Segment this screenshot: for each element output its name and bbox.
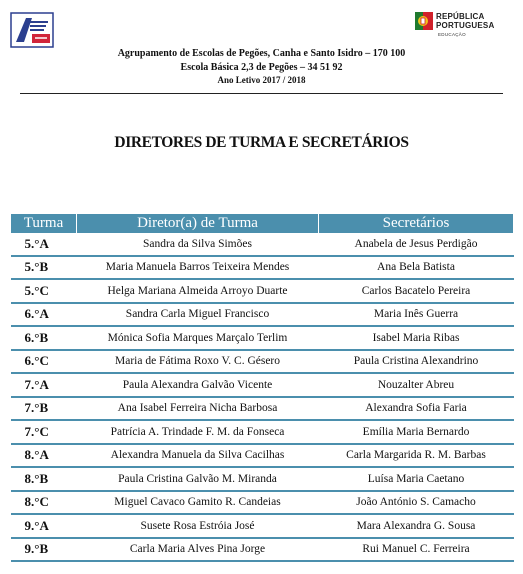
republica-portuguesa-logo	[414, 10, 514, 42]
secretario-cell: Rui Manuel C. Ferreira	[319, 538, 514, 562]
turma-cell: 5.°C	[11, 279, 77, 303]
turma-cell: 6.°A	[11, 303, 77, 327]
diretor-cell: Carla Maria Alves Pina Jorge	[77, 538, 319, 562]
emblem-line-2: PORTUGUESA	[436, 21, 495, 30]
header-line-3: Ano Letivo 2017 / 2018	[217, 75, 306, 85]
column-header-diretor: Diretor(a) de Turma	[77, 214, 319, 233]
header-line-2: Escola Básica 2,3 de Pegões – 34 51 92	[180, 61, 343, 73]
directors-table	[10, 214, 514, 562]
school-logo-icon	[10, 12, 54, 48]
diretor-cell: Susete Rosa Estróia José	[77, 514, 319, 538]
secretario-cell: Isabel Maria Ribas	[319, 326, 514, 350]
diretor-cell: Patrícia A. Trindade F. M. da Fonseca	[77, 420, 319, 444]
table-header-row	[11, 214, 514, 233]
table-row	[11, 514, 514, 538]
table-row	[11, 397, 514, 421]
column-header-turma: Turma	[11, 214, 77, 233]
diretor-cell: Paula Alexandra Galvão Vicente	[77, 373, 319, 397]
secretario-cell: Carla Margarida R. M. Barbas	[319, 444, 514, 468]
turma-cell: 8.°B	[11, 467, 77, 491]
page-title: DIRETORES DE TURMA E SECRETÁRIOS	[114, 134, 409, 151]
table-row	[11, 444, 514, 468]
secretario-cell: Maria Inês Guerra	[319, 303, 514, 327]
diretor-cell: Maria Manuela Barros Teixeira Mendes	[77, 256, 319, 280]
turma-cell: 7.°C	[11, 420, 77, 444]
secretario-cell: Anabela de Jesus Perdigão	[319, 233, 514, 256]
column-header-secretarios: Secretários	[319, 214, 514, 233]
secretario-cell: Emília Maria Bernardo	[319, 420, 514, 444]
table-row	[11, 420, 514, 444]
diretor-cell: Miguel Cavaco Gamito R. Candeias	[77, 491, 319, 515]
table-row	[11, 256, 514, 280]
table-row	[11, 491, 514, 515]
diretor-cell: Sandra da Silva Simões	[77, 233, 319, 256]
diretor-cell: Paula Cristina Galvão M. Miranda	[77, 467, 319, 491]
emblem-line-1: REPÚBLICA	[436, 12, 485, 21]
diretor-cell: Sandra Carla Miguel Francisco	[77, 303, 319, 327]
table-row	[11, 538, 514, 562]
turma-cell: 9.°A	[11, 514, 77, 538]
diretor-cell: Alexandra Manuela da Silva Cacilhas	[77, 444, 319, 468]
emblem-line-3: EDUCAÇÃO	[438, 32, 466, 37]
diretor-cell: Mónica Sofia Marques Marçalo Terlim	[77, 326, 319, 350]
table-row	[11, 303, 514, 327]
header-line-1: Agrupamento de Escolas de Pegões, Canha e Santo Isidro – 170 100	[117, 48, 406, 59]
school-group-logo	[10, 12, 54, 48]
table-row	[11, 326, 514, 350]
secretario-cell: João António S. Camacho	[319, 491, 514, 515]
table-row	[11, 350, 514, 374]
secretario-cell: Mara Alexandra G. Sousa	[319, 514, 514, 538]
table-row	[11, 373, 514, 397]
diretor-cell: Ana Isabel Ferreira Nicha Barbosa	[77, 397, 319, 421]
turma-cell: 6.°C	[11, 350, 77, 374]
table-row	[11, 467, 514, 491]
header-divider	[20, 93, 503, 94]
turma-cell: 6.°B	[11, 326, 77, 350]
turma-cell: 5.°A	[11, 233, 77, 256]
diretor-cell: Maria de Fátima Roxo V. C. Gésero	[77, 350, 319, 374]
turma-cell: 5.°B	[11, 256, 77, 280]
table-row	[11, 279, 514, 303]
turma-cell: 8.°A	[11, 444, 77, 468]
secretario-cell: Ana Bela Batista	[319, 256, 514, 280]
portuguese-flag-icon	[414, 10, 434, 34]
turma-cell: 8.°C	[11, 491, 77, 515]
secretario-cell: Carlos Bacatelo Pereira	[319, 279, 514, 303]
turma-cell: 9.°B	[11, 538, 77, 562]
secretario-cell: Paula Cristina Alexandrino	[319, 350, 514, 374]
secretario-cell: Alexandra Sofia Faria	[319, 397, 514, 421]
turma-cell: 7.°A	[11, 373, 77, 397]
school-header	[0, 47, 523, 88]
turma-cell: 7.°B	[11, 397, 77, 421]
diretor-cell: Helga Mariana Almeida Arroyo Duarte	[77, 279, 319, 303]
secretario-cell: Nouzalter Abreu	[319, 373, 514, 397]
secretario-cell: Luísa Maria Caetano	[319, 467, 514, 491]
table-row	[11, 233, 514, 256]
